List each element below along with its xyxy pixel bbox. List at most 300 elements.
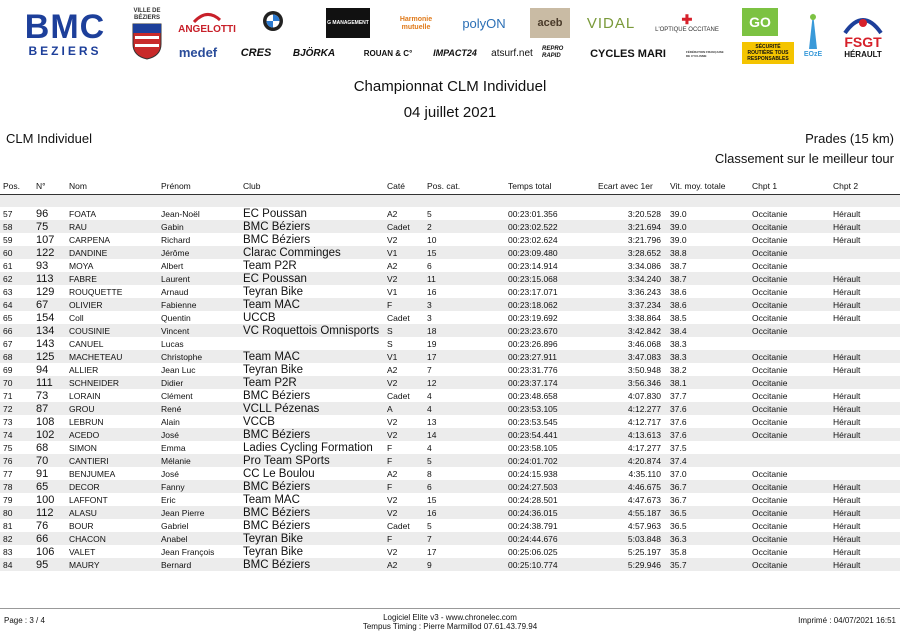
row-number: 91 [36, 467, 49, 480]
row-temps: 00:23:01.356 [508, 208, 558, 219]
row-prenom: Lucas [161, 338, 184, 349]
row-cate: V2 [384, 376, 424, 389]
col-header-club: Club [240, 178, 384, 195]
row-cate: Cadet [387, 520, 410, 531]
row-chpt2: Hérault [830, 272, 900, 285]
row-chpt1 [749, 441, 830, 454]
polyon-label: polyON [462, 15, 506, 31]
row-pos-cat: 5 [427, 208, 432, 219]
row-chpt1: Occitanie [752, 234, 788, 245]
row-nom: DECOR [66, 480, 158, 493]
row-cate: V1 [387, 286, 398, 297]
row-nom: LAFFONT [69, 494, 108, 505]
row-prenom: Bernard [158, 558, 240, 571]
row-chpt1 [749, 337, 830, 350]
row-number: 70 [33, 454, 66, 467]
row-number: 93 [36, 259, 49, 272]
row-club: BMC Béziers [243, 519, 311, 532]
occitan-cross-icon: ✚ [681, 12, 693, 27]
row-chpt1 [749, 454, 830, 467]
row-vitesse: 38.6 [667, 298, 749, 311]
row-pos-cat: 17 [424, 350, 505, 363]
row-vitesse: 39.0 [667, 220, 749, 233]
row-club: BMC Béziers [243, 233, 311, 246]
row-club: EC Poussan [243, 207, 307, 220]
row-ecart: 3:34.086 [627, 260, 661, 271]
medef-label: medef [178, 44, 218, 60]
row-chpt1: Occitanie [752, 468, 788, 479]
row-club: BMC Béziers [240, 480, 384, 493]
row-prenom: Jean François [161, 546, 215, 557]
results-body [0, 195, 900, 572]
footer-divider [0, 608, 900, 609]
vidal-logo [585, 10, 637, 36]
row-vitesse: 36.7 [667, 480, 749, 493]
row-temps: 00:23:53.545 [508, 416, 558, 427]
row-ecart: 4:57.963 [627, 520, 661, 531]
row-chpt1: Occitanie [749, 402, 830, 415]
row-cate: A2 [384, 558, 424, 571]
row-pos-cat: 5 [424, 454, 505, 467]
row-club: Team MAC [240, 298, 384, 311]
row-club: BMC Béziers [240, 428, 384, 441]
row-vitesse: 38.4 [667, 324, 749, 337]
row-pos: 80 [0, 506, 33, 519]
row-number: 154 [36, 311, 55, 324]
row-number: 107 [36, 233, 55, 246]
row-nom: MOYA [69, 260, 94, 271]
row-vitesse: 38.2 [670, 364, 687, 375]
row-club: UCCB [243, 311, 276, 324]
row-cate: A [384, 402, 424, 415]
gmanagement-logo [326, 8, 370, 38]
row-vitesse: 38.3 [667, 350, 749, 363]
row-club: Teyran Bike [240, 532, 384, 545]
row-vitesse: 37.6 [670, 416, 687, 427]
row-pos-cat: 6 [424, 480, 505, 493]
row-prenom: José [158, 428, 240, 441]
row-ecart: 3:21.796 [627, 234, 661, 245]
col-header-pos: Pos. [0, 178, 33, 195]
optique-label: L'OPTIQUE OCCITANE [655, 27, 719, 33]
table-row [0, 467, 900, 480]
row-chpt1: Occitanie [749, 298, 830, 311]
row-number: 75 [33, 220, 66, 233]
row-temps: 00:24:44.676 [505, 532, 595, 545]
row-vitesse: 38.3 [670, 338, 687, 349]
row-nom: Coll [69, 312, 84, 323]
row-prenom: Gabriel [161, 520, 189, 531]
row-chpt2 [830, 259, 900, 272]
aceb-logo [530, 8, 570, 38]
row-club: Ladies Cycling Formation [243, 441, 373, 454]
row-number: 76 [36, 519, 49, 532]
row-pos-cat: 3 [424, 298, 505, 311]
row-temps: 00:23:54.441 [505, 428, 595, 441]
sponsor-banner [0, 0, 900, 70]
row-nom: CANUEL [69, 338, 104, 349]
row-pos: 74 [0, 428, 33, 441]
row-ecart: 4:20.874 [595, 454, 667, 467]
ffc-label: FÉDÉRATION FRANÇAISE DE CYCLISME [686, 50, 724, 58]
row-temps: 00:23:17.071 [508, 286, 558, 297]
row-cate: S [384, 324, 424, 337]
row-ecart: 3:37.234 [595, 298, 667, 311]
row-pos-cat: 2 [424, 220, 505, 233]
row-pos-cat: 4 [427, 442, 432, 453]
table-row [0, 233, 900, 246]
row-chpt2 [830, 337, 900, 350]
results-table [0, 178, 900, 571]
row-vitesse: 39.0 [670, 208, 687, 219]
row-chpt2 [830, 467, 900, 480]
row-ecart: 4:12.277 [595, 402, 667, 415]
row-temps: 00:23:48.658 [508, 390, 558, 401]
row-chpt1: Occitanie [752, 208, 788, 219]
row-ecart: 3:36.243 [627, 286, 661, 297]
row-pos-cat: 10 [427, 234, 437, 245]
row-vitesse: 37.5 [670, 442, 687, 453]
row-number: 112 [33, 506, 66, 519]
optique-occitane-logo [646, 8, 728, 38]
row-number: 106 [36, 545, 55, 558]
row-vitesse: 37.6 [667, 402, 749, 415]
row-cate: V2 [387, 546, 398, 557]
row-nom: CHACON [66, 532, 158, 545]
row-pos-cat: 5 [427, 520, 432, 531]
row-number: 67 [33, 298, 66, 311]
row-club: Teyran Bike [243, 545, 304, 558]
row-club: VC Roquettois Omnisports [240, 324, 384, 337]
angelotti-logo [176, 8, 238, 38]
eoze-label: EOzE [803, 50, 823, 58]
row-ecart: 3:50.948 [627, 364, 661, 375]
row-chpt1: Occitanie [749, 558, 830, 571]
col-header-number: N° [33, 178, 66, 195]
table-row [0, 363, 900, 376]
row-chpt2 [830, 441, 900, 454]
repro-label: REPRO RAPID [542, 46, 564, 59]
bjorka-label: BJÖRKA [292, 47, 336, 59]
row-prenom: Fanny [158, 480, 240, 493]
row-club: Pro Team SPorts [240, 454, 384, 467]
row-number: 129 [36, 285, 55, 298]
rouan-logo [356, 46, 420, 60]
row-number: 113 [33, 272, 66, 285]
row-nom: LEBRUN [69, 416, 104, 427]
row-temps: 00:23:19.692 [508, 312, 558, 323]
row-chpt2: Hérault [833, 494, 861, 505]
row-pos: 76 [0, 454, 33, 467]
row-cate: A2 [387, 260, 398, 271]
row-pos-cat: 11 [424, 272, 505, 285]
row-nom: ALASU [66, 506, 158, 519]
row-cate: V2 [387, 234, 398, 245]
row-number: 65 [33, 480, 66, 493]
row-pos: 58 [0, 220, 33, 233]
row-number: 125 [33, 350, 66, 363]
row-chpt2: Hérault [830, 220, 900, 233]
row-chpt1: Occitanie [749, 272, 830, 285]
row-number: 122 [33, 246, 66, 259]
beziers-coat-of-arms-icon [131, 22, 163, 60]
gmanagement-label: G MANAGEMENT [327, 20, 369, 26]
eoze-tower-icon [805, 11, 821, 51]
row-chpt2: Hérault [830, 350, 900, 363]
ville-beziers-logo [128, 4, 166, 64]
table-row [0, 493, 900, 506]
row-pos: 81 [3, 520, 13, 531]
row-pos-cat: 19 [427, 338, 437, 349]
row-chpt2: Hérault [833, 546, 861, 557]
row-chpt2: Hérault [833, 364, 861, 375]
row-vitesse: 39.0 [670, 234, 687, 245]
table-row [0, 259, 900, 272]
row-prenom: Christophe [158, 350, 240, 363]
row-nom: CARPENA [69, 234, 111, 245]
row-chpt2: Hérault [830, 532, 900, 545]
row-club: Teyran Bike [243, 285, 304, 298]
row-temps: 00:23:09.480 [505, 246, 595, 259]
row-pos: 61 [3, 260, 13, 271]
row-prenom: Albert [161, 260, 184, 271]
row-nom: CANTIERI [66, 454, 158, 467]
row-chpt1: Occitanie [749, 350, 830, 363]
row-club: VCLL Pézenas [240, 402, 384, 415]
row-chpt1: Occitanie [749, 480, 830, 493]
row-number: 96 [36, 207, 49, 220]
row-pos: 60 [0, 246, 33, 259]
row-ecart: 3:42.842 [595, 324, 667, 337]
row-chpt2: Hérault [830, 428, 900, 441]
race-category: CLM Individuel [6, 131, 92, 146]
row-pos-cat: 18 [424, 324, 505, 337]
row-vitesse: 37.6 [667, 428, 749, 441]
row-number: 73 [36, 389, 49, 402]
harmonie-label: Harmonie mutuelle [399, 16, 433, 31]
ranking-note: Classement sur le meilleur tour [714, 151, 894, 166]
row-vitesse: 38.1 [667, 376, 749, 389]
bjorka-logo [283, 46, 345, 60]
row-cate: F [387, 442, 393, 453]
table-row [0, 389, 900, 402]
row-vitesse: 38.7 [670, 260, 687, 271]
cres-label: CRES [240, 47, 272, 59]
table-row [0, 519, 900, 532]
row-pos-cat: 4 [424, 402, 505, 415]
row-prenom: Jérôme [158, 246, 240, 259]
row-pos-cat: 7 [427, 364, 432, 375]
bmc-logo-bottom: BEZIERS [28, 44, 102, 58]
row-chpt2: Hérault [833, 416, 861, 427]
row-nom: VALET [69, 546, 96, 557]
row-temps: 00:23:37.174 [505, 376, 595, 389]
row-pos-cat: 16 [424, 506, 505, 519]
row-pos-cat: 15 [424, 246, 505, 259]
row-ecart: 4:12.717 [627, 416, 661, 427]
repro-rapid-logo [542, 45, 578, 61]
row-chpt1: Occitanie [749, 532, 830, 545]
row-prenom: Vincent [158, 324, 240, 337]
row-club: VCCB [243, 415, 275, 428]
impact24-label: IMPACT24 [433, 48, 477, 58]
row-nom: RAU [66, 220, 158, 233]
row-prenom: René [158, 402, 240, 415]
col-header-prenom: Prénom [158, 178, 240, 195]
polyon-logo [456, 12, 512, 34]
event-date: 04 juillet 2021 [403, 104, 497, 121]
row-temps: 00:24:38.791 [508, 520, 558, 531]
row-chpt2: Hérault [830, 558, 900, 571]
col-header-pos-cat: Pos. cat. [424, 178, 505, 195]
row-vitesse: 37.7 [670, 390, 687, 401]
row-pos: 84 [0, 558, 33, 571]
row-club: Team MAC [240, 350, 384, 363]
row-vitesse: 38.7 [667, 272, 749, 285]
row-ecart: 3:47.083 [595, 350, 667, 363]
row-ecart: 3:46.068 [627, 338, 661, 349]
row-temps: 00:23:23.670 [505, 324, 595, 337]
row-chpt1: Occitanie [749, 376, 830, 389]
row-chpt2: Hérault [833, 234, 861, 245]
table-row [0, 545, 900, 558]
row-prenom: Alain [161, 416, 180, 427]
row-pos-cat: 6 [427, 260, 432, 271]
row-chpt1: Occitanie [752, 286, 788, 297]
row-pos: 57 [3, 208, 13, 219]
row-chpt1: Occitanie [752, 416, 788, 427]
row-prenom: Didier [158, 376, 240, 389]
row-temps: 00:23:15.068 [505, 272, 595, 285]
row-prenom: Quentin [161, 312, 191, 323]
row-cate: F [384, 298, 424, 311]
cycles-mari-label: CYCLES MARI [590, 48, 666, 60]
row-pos: 82 [0, 532, 33, 545]
row-nom: MAURY [66, 558, 158, 571]
table-row [0, 246, 900, 259]
row-ecart: 3:38.864 [627, 312, 661, 323]
row-cate: V2 [387, 494, 398, 505]
row-number: 68 [36, 441, 49, 454]
col-header-temps: Temps total [505, 178, 595, 195]
row-nom: ACEDO [66, 428, 158, 441]
row-pos: 75 [3, 442, 13, 453]
vidal-label: VIDAL [586, 14, 636, 32]
row-nom: LORAIN [69, 390, 101, 401]
row-club: BMC Béziers [240, 558, 384, 571]
row-pos: 62 [0, 272, 33, 285]
row-cate: F [384, 454, 424, 467]
eoze-logo [800, 6, 826, 62]
row-cate: A2 [387, 364, 398, 375]
row-pos: 70 [0, 376, 33, 389]
row-chpt2: Hérault [830, 506, 900, 519]
row-ecart: 4:46.675 [595, 480, 667, 493]
row-chpt1: Occitanie [749, 220, 830, 233]
bmw-roundel-icon [262, 10, 284, 32]
row-pos: 83 [3, 546, 13, 557]
table-header-row [0, 178, 900, 195]
row-temps: 00:23:26.896 [508, 338, 558, 349]
row-chpt2 [830, 376, 900, 389]
atsurf-label: atsurf.net [491, 47, 533, 59]
row-temps: 00:25:10.774 [505, 558, 595, 571]
row-vitesse: 36.7 [670, 494, 687, 505]
row-number: 100 [36, 493, 55, 506]
col-header-cate: Caté [384, 178, 424, 195]
row-cate: V1 [384, 246, 424, 259]
row-vitesse: 38.6 [670, 286, 687, 297]
row-club [240, 337, 384, 350]
row-vitesse: 36.3 [667, 532, 749, 545]
race-place: Prades (15 km) [805, 131, 894, 146]
row-chpt1: Occitanie [749, 506, 830, 519]
row-pos: 71 [3, 390, 13, 401]
row-temps: 00:24:27.503 [505, 480, 595, 493]
row-vitesse: 38.5 [670, 312, 687, 323]
bmw-logo [248, 6, 298, 36]
row-prenom: Clément [161, 390, 193, 401]
row-number: 94 [36, 363, 49, 376]
row-pos-cat: 17 [427, 546, 437, 557]
row-number: 66 [33, 532, 66, 545]
fsgt-logo [834, 8, 892, 64]
row-chpt1: Occitanie [752, 364, 788, 375]
row-pos: 73 [3, 416, 13, 427]
row-ecart: 5:29.946 [595, 558, 667, 571]
row-club: Team P2R [243, 259, 297, 272]
table-row [0, 376, 900, 389]
bmc-logo [12, 8, 118, 60]
row-pos: 59 [3, 234, 13, 245]
col-header-chpt1: Chpt 1 [749, 178, 830, 195]
row-pos-cat: 12 [424, 376, 505, 389]
row-pos-cat: 15 [427, 494, 437, 505]
table-row [0, 415, 900, 428]
row-prenom: Jean Luc [161, 364, 196, 375]
row-cate: S [387, 338, 393, 349]
row-ecart: 3:34.240 [595, 272, 667, 285]
row-vitesse: 36.5 [667, 506, 749, 519]
col-header-chpt2: Chpt 2 [830, 178, 900, 195]
row-nom: COUSINIE [66, 324, 158, 337]
row-prenom: Mélanie [158, 454, 240, 467]
bmc-logo-top: BMC [24, 8, 106, 46]
row-chpt2: Hérault [833, 286, 861, 297]
row-nom: MACHETEAU [66, 350, 158, 363]
row-ecart: 4:55.187 [595, 506, 667, 519]
table-row [0, 311, 900, 324]
row-ecart: 3:21.694 [595, 220, 667, 233]
row-ecart: 3:20.528 [627, 208, 661, 219]
fsgt-emblem-icon [843, 13, 883, 35]
row-nom: SCHNEIDER [66, 376, 158, 389]
row-ecart: 4:13.613 [595, 428, 667, 441]
table-row [0, 441, 900, 454]
row-cate: F [384, 532, 424, 545]
table-row [0, 428, 900, 441]
row-pos: 65 [3, 312, 13, 323]
row-pos: 68 [0, 350, 33, 363]
row-nom: ROUQUETTE [69, 286, 123, 297]
row-pos: 78 [0, 480, 33, 493]
row-club: CC Le Boulou [243, 467, 315, 480]
row-pos: 79 [3, 494, 13, 505]
row-pos: 67 [3, 338, 13, 349]
row-ecart: 4:35.110 [628, 468, 661, 479]
row-temps: 00:23:18.062 [505, 298, 595, 311]
row-club: BMC Béziers [243, 389, 311, 402]
